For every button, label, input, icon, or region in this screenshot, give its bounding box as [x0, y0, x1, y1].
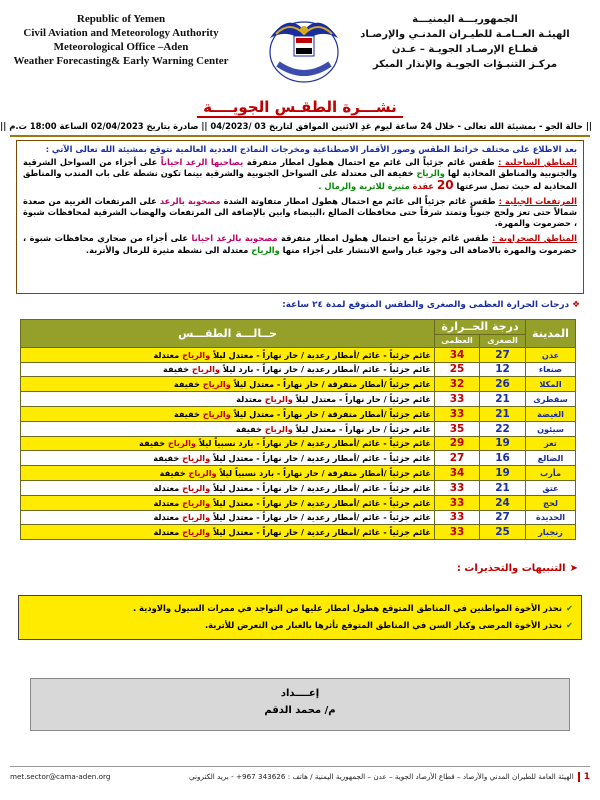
desert-text: على أجزاء من صحاري محافظات شبوة ، حضرموت والمهرة بالاضافة الى وجود غبار واسع الانتشار على أجزاء منها	[23, 233, 577, 255]
coastal-storm: يصاحبها الرعد احياناً	[160, 157, 244, 168]
city-name: سقطرى	[526, 392, 576, 407]
weather-condition	[21, 480, 435, 495]
table-row	[21, 510, 576, 525]
table-row	[21, 480, 576, 495]
max-temp: 33	[435, 525, 480, 540]
coastal-label: المناطق الساحلية :	[498, 157, 578, 168]
table-caption	[282, 300, 580, 310]
col-max-header: العظمى	[435, 334, 480, 347]
condition-text: غائم جزئياً /أمطار متفرقة / حار نهاراً - بارد نسبياً ليلاً	[216, 468, 431, 479]
authority-logo	[258, 8, 350, 90]
max-temp: 34	[435, 347, 480, 362]
footer-org: الهيئة العامة للطيران المدني والأرصاد – قطاع الأرصاد الجوية – عدن – الجمهورية اليمنية / هاتف : 343626 967+ - بريد الكتروني	[189, 772, 574, 781]
footer-email[interactable]: met.sector@cama-aden.org	[10, 772, 111, 781]
max-temp: 33	[435, 510, 480, 525]
col-cond-header: حــالـــة الطقـــس	[21, 320, 435, 348]
table-row	[21, 362, 576, 377]
check-icon: ✔	[565, 620, 573, 630]
condition-text: غائم جزئياً - غائم /أمطار رعدية / حار نهاراً - معتدل ليلاً	[210, 349, 431, 360]
city-name: زنجبار	[526, 525, 576, 540]
coastal-text: مثيرة للاتربة والرمال .	[318, 180, 410, 191]
max-temp: 33	[435, 495, 480, 510]
condition-wind: والرياح	[264, 394, 293, 405]
table-caption-text: درجات الحرارة العظمى والصغرى والطقس المتوقع لمدة ٢٤ ساعة:	[282, 300, 570, 310]
city-name: صنعاء	[526, 362, 576, 377]
min-temp: 21	[480, 406, 526, 421]
footer-org-block	[189, 772, 590, 782]
warning-item	[27, 617, 573, 634]
weather-condition	[21, 362, 435, 377]
max-temp: 29	[435, 436, 480, 451]
min-temp: 19	[480, 466, 526, 481]
max-temp: 33	[435, 480, 480, 495]
weather-condition	[21, 406, 435, 421]
weather-condition	[21, 392, 435, 407]
condition-tail: معتدلة	[153, 527, 183, 538]
divider	[10, 135, 590, 137]
header-en-line: Weather Forecasting& Early Warning Center	[13, 55, 229, 67]
coastal-text: على أجزاء من السواحل الشرقية والجنوبية والمناطق المحاذية لها	[23, 157, 577, 179]
desert-label: المناطق الصحراوية :	[492, 233, 578, 244]
header-ar-line: الهيئـة العــامـة للطيـران المدنـي والإرصـاد	[360, 29, 570, 40]
header-ar-line: الجمهوريـــة اليمنيـــة	[412, 14, 518, 25]
min-temp: 21	[480, 392, 526, 407]
table-row	[21, 495, 576, 510]
header-en-line: Republic of Yemen	[76, 13, 166, 25]
condition-wind: والرياح	[188, 468, 217, 479]
condition-text: غائم جزئياً - غائم /أمطار رعدية / حار نهاراً - معتدل ليلاً	[210, 512, 431, 523]
condition-tail: خفيفة	[159, 468, 189, 479]
desert-text: معتدلة الى نشطة مثيرة للرمال والأتربة.	[85, 244, 249, 255]
condition-text: غائم جزئياً - غائم /أمطار رعدية / حار نهاراً - معتدل ليلاً	[210, 453, 431, 464]
weather-condition	[21, 377, 435, 392]
condition-tail: خفيفة	[163, 364, 192, 375]
table-row	[21, 377, 576, 392]
min-temp: 26	[480, 377, 526, 392]
min-temp: 25	[480, 525, 526, 540]
condition-text: غائم جزئياً - غائم /أمطار رعدية / حار نهاراً - معتدل ليلاً	[210, 527, 431, 538]
col-min-header: الصغرى	[480, 334, 526, 347]
warnings-title: التنبيهات والتحذيرات :	[456, 563, 566, 574]
condition-text: غائم جزئياً /أمطار متفرقة / حار نهاراً - معتدل ليلاً	[230, 408, 431, 419]
max-temp: 27	[435, 451, 480, 466]
header-arabic	[340, 12, 590, 72]
min-temp: 22	[480, 421, 526, 436]
max-temp: 33	[435, 406, 480, 421]
condition-wind: والرياح	[182, 482, 211, 493]
table-row	[21, 421, 576, 436]
condition-tail: خفيفة	[235, 423, 265, 434]
footer	[10, 772, 590, 782]
condition-text: غائم جزئياً - غائم /أمطار رعدية / حار نهاراً - بارد ليلاً	[220, 364, 431, 375]
max-temp: 35	[435, 421, 480, 436]
condition-wind: والرياح	[191, 364, 221, 375]
header-ar-line: قطـاع الإرصـاد الجويـة – عـدن	[391, 44, 539, 55]
condition-tail: خفيفة	[173, 379, 203, 390]
min-temp: 12	[480, 362, 526, 377]
condition-text: غائم جزئياً - غائم /أمطار رعدية / حار نهاراً - بارد نسبياً ليلاً	[196, 438, 431, 449]
condition-tail: خفيفة	[173, 408, 203, 419]
weather-condition	[21, 436, 435, 451]
min-temp: 21	[480, 480, 526, 495]
max-temp: 25	[435, 362, 480, 377]
wind-unit: عقدة	[412, 180, 434, 191]
weather-condition	[21, 510, 435, 525]
footer-divider	[10, 766, 590, 767]
city-name: تعز	[526, 436, 576, 451]
condition-tail: معتدلة	[236, 394, 265, 405]
header-en-line: Meteorological Office –Aden	[53, 41, 189, 53]
condition-tail: معتدلة	[153, 512, 183, 523]
city-name: الحديدة	[526, 510, 576, 525]
page-number: 1	[578, 772, 590, 782]
condition-text: غائم جزئياً - غائم /أمطار رعدية / حار نهاراً - معتدل ليلاً	[210, 497, 431, 508]
condition-text: غائم جزئياً - غائم /أمطار رعدية / حار نهاراً - معتدل ليلاً	[210, 482, 431, 493]
condition-wind: والرياح	[264, 423, 293, 434]
bulletin-title-text: نشـــرة الطقـس الجويــــة	[197, 98, 403, 118]
condition-wind: والرياح	[182, 497, 211, 508]
table-row	[21, 525, 576, 540]
forecast-summary	[16, 140, 584, 294]
bullet-icon: ❖	[572, 300, 580, 310]
highland-label: المرتفعات الجبلية :	[498, 195, 577, 206]
desert-wind: والرياح	[251, 244, 280, 255]
highland-paragraph	[23, 196, 577, 230]
table-row	[21, 436, 576, 451]
condition-text: غائم جزئياً /أمطار متفرقة / حار نهاراً - معتدل ليلاً	[230, 379, 431, 390]
condition-wind: والرياح	[182, 453, 211, 464]
condition-tail: معتدلة	[153, 497, 183, 508]
min-temp: 24	[480, 495, 526, 510]
desert-text: طقس غائم جزئياً مع احتمال هطول امطار متفرقة	[280, 233, 489, 244]
condition-text: غائم جزئياً / حار نهاراً - معتدل ليلاً	[292, 394, 431, 405]
condition-text: غائم جزئياً / حار نهاراً - معتدل ليلاً	[292, 423, 431, 434]
condition-wind: والرياح	[202, 379, 231, 390]
coastal-paragraph	[23, 157, 577, 192]
warnings-heading	[457, 563, 578, 574]
warning-item	[27, 600, 573, 617]
prepared-by-box	[30, 678, 570, 731]
table-row	[21, 466, 576, 481]
header-ar-line: مركـز التنبـؤات الجويـة والإنذار المبكر	[372, 59, 558, 70]
col-city-header: المدينة	[526, 320, 576, 348]
weather-condition	[21, 525, 435, 540]
coastal-wind: والرياح	[416, 168, 445, 179]
prepared-name: م/ محمد الدقم	[264, 705, 336, 716]
header-english	[2, 12, 240, 68]
condition-wind: والرياح	[167, 438, 197, 449]
summary-intro: بعد الاطلاع على مختلف خرائط الطقس وصور الأقمار الاصطناعية ومخرجات النماذج العددية العالمية نتوقع بمشيئة الله تعالى الآتي :	[45, 144, 577, 154]
min-temp: 27	[480, 347, 526, 362]
weather-condition	[21, 421, 435, 436]
city-name: الغيضة	[526, 406, 576, 421]
condition-wind: والرياح	[182, 512, 211, 523]
col-temp-header: درجة الحــرارة	[435, 320, 526, 335]
bulletin-title	[0, 98, 600, 116]
wind-speed: 20	[436, 177, 454, 192]
highland-text: على المرتفعات الغربية من صعدة شمالاً حتى تعز ولحج جنوباً وتمتد شرقاً حتى محافظات الضالع ،البيضاء وابين بالإضافة الى المرتفعات والهضاب الشرقية لمحافظات شبوة ، حضرموت والمهرة.	[23, 195, 577, 229]
arrow-icon: ➤	[569, 563, 578, 574]
min-temp: 16	[480, 451, 526, 466]
weather-condition	[21, 347, 435, 362]
highland-text: طقس غائم جزئياً الى غائم مع احتمال هطول امطار متفاوتة الشدة	[223, 195, 496, 206]
city-name: المكلا	[526, 377, 576, 392]
min-temp: 27	[480, 510, 526, 525]
coastal-text: خفيفة الى معتدلة على السواحل الجنوبية والشرقية بينما تكون نشطة على باب المندب والمناطق المحاذية له حيث تصل سرعتها	[23, 168, 577, 191]
condition-wind: والرياح	[202, 408, 231, 419]
max-temp: 32	[435, 377, 480, 392]
condition-tail: خفيفة	[153, 453, 183, 464]
desert-storm: مصحوبة بالرعد احيانا	[191, 233, 278, 244]
table-row	[21, 347, 576, 362]
table-row	[21, 451, 576, 466]
max-temp: 33	[435, 392, 480, 407]
check-icon: ✔	[565, 603, 573, 613]
city-name: مأرب	[526, 466, 576, 481]
coastal-text: طقس غائم جزئياً الى غائم مع احتمال هطول امطار متفرقة	[246, 157, 495, 168]
city-name: الضالع	[526, 451, 576, 466]
city-name: عتق	[526, 480, 576, 495]
bulletin-subline: || حالة الجو - بمشيئة الله تعالى - خلال 24 ساعة ليوم غدِ الاثنين الموافق لتاريخ 03 /04/2023 || صادرة بتاريخ 02/04/2023 الساعة 18:00 ت.م ||	[0, 121, 592, 131]
table-header-row	[21, 320, 576, 335]
condition-tail: معتدلة	[153, 482, 183, 493]
city-name: لحج	[526, 495, 576, 510]
weather-condition	[21, 466, 435, 481]
warning-text: نحذر الأخوة المواطنين في المناطق المتوقع هطول امطار عليها من التواجد في ممرات السيول والاودية .	[132, 603, 562, 613]
condition-wind: والرياح	[182, 527, 211, 538]
city-name: عدن	[526, 347, 576, 362]
table-row	[21, 392, 576, 407]
weather-condition	[21, 451, 435, 466]
warnings-box	[18, 595, 582, 640]
min-temp: 19	[480, 436, 526, 451]
highland-storm: مصحوبة بالرعد	[159, 195, 221, 206]
prepared-label: إعــــداد	[280, 688, 320, 699]
forecast-table	[20, 319, 576, 540]
condition-tail: معتدلة	[153, 349, 183, 360]
header-en-line: Civil Aviation and Meteorology Authority	[23, 27, 219, 39]
table-row	[21, 406, 576, 421]
city-name: سيئون	[526, 421, 576, 436]
warning-text: نحذر الأخوة المرضى وكبار السن في المناطق المتوقع تأثرها بالغبار من التعرض للأتربة.	[205, 620, 562, 630]
condition-wind: والرياح	[182, 349, 211, 360]
weather-condition	[21, 495, 435, 510]
condition-tail: خفيفة	[139, 438, 168, 449]
max-temp: 34	[435, 466, 480, 481]
desert-paragraph	[23, 233, 577, 255]
